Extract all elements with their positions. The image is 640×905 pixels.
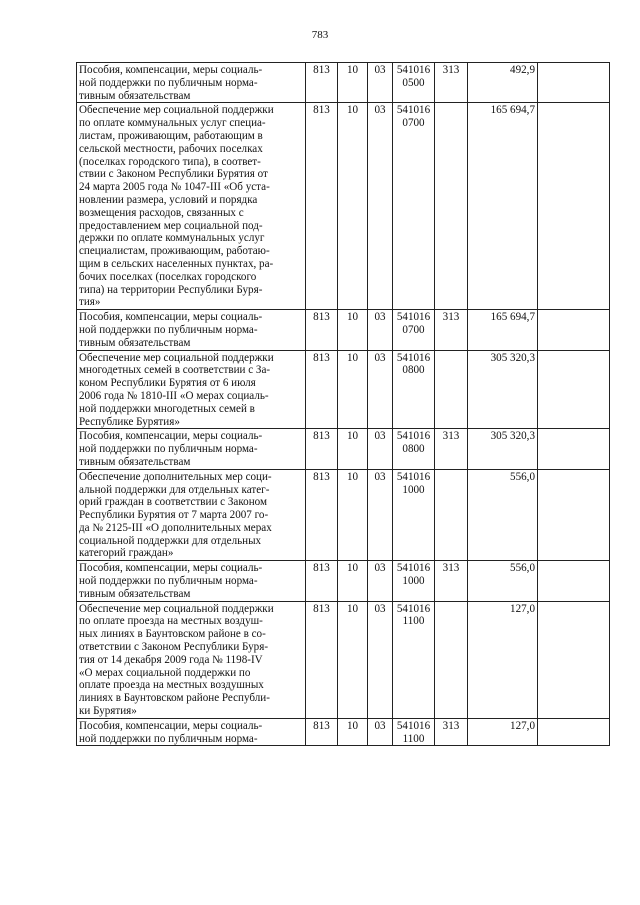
extra-cell <box>538 601 610 718</box>
section-code-cell: 10 <box>338 63 368 103</box>
section-code-cell: 10 <box>338 718 368 746</box>
extra-cell <box>538 718 610 746</box>
amount-cell: 492,9 <box>468 63 538 103</box>
amount-cell: 165 694,7 <box>468 103 538 310</box>
ministry-code-cell: 813 <box>306 350 338 429</box>
table-row <box>77 561 610 601</box>
target-article-cell: 541016 0500 <box>393 63 435 103</box>
table-row <box>77 469 610 561</box>
expense-type-cell: 313 <box>435 718 468 746</box>
row-name-cell: Обеспечение мер социальной поддержки многодетных семей в соответствии с За- коном Республики Бурятия от 6 июля 2006 года № 1810-III «О мерах социаль- ной поддержки многодетных семей в Республике Бурятия» <box>77 350 306 429</box>
table-row <box>77 429 610 469</box>
row-name-cell: Пособия, компенсации, меры социаль- ной поддержки по публичным норма- <box>77 718 306 746</box>
row-name-cell: Обеспечение дополнительных мер соци- альной поддержки для отдельных катег- орий граждан в соответствии с Законом Республики Бурятия от 7 марта 2007 го- да № 2125-III «О дополнительных мерах социальной поддержки для отдельных категорий граждан» <box>77 469 306 561</box>
row-name-cell: Пособия, компенсации, меры социаль- ной поддержки по публичным норма- тивным обязательствам <box>77 561 306 601</box>
section-code-cell: 10 <box>338 561 368 601</box>
section-code-cell: 10 <box>338 469 368 561</box>
page-number: 783 <box>311 29 329 41</box>
ministry-code-cell: 813 <box>306 63 338 103</box>
amount-cell: 127,0 <box>468 601 538 718</box>
section-code-cell: 10 <box>338 601 368 718</box>
row-name-cell: Обеспечение мер социальной поддержки по оплате коммунальных услуг специа- листам, проживающим, работающим в сельской местности, рабочих поселках (поселках городского типа), в соответ- ствии с Законом Республики Бурятия от 24 марта 2005 года № 1047-III «Об уста- новлении размера, условий и порядка возмещения расходов, связанных с предоставлением мер социальной под- держки по оплате коммунальных услуг специалистам, проживающим, работаю- щим в сельских населенных пунктах, ра- бочих поселках (поселках городского типа) на территории Республики Буря- тия» <box>77 103 306 310</box>
target-article-cell: 541016 0800 <box>393 429 435 469</box>
target-article-cell: 541016 0700 <box>393 310 435 350</box>
expense-type-cell <box>435 103 468 310</box>
expense-type-cell: 313 <box>435 429 468 469</box>
section-code-cell: 10 <box>338 103 368 310</box>
row-name-cell: Обеспечение мер социальной поддержки по оплате проезда на местных воздуш- ных линиях в Баунтовском районе в со- ответствии с Законом Республики Буря- тия от 14 декабря 2009 года № 1198-IV «О мерах социальной поддержки по оплате проезда на местных воздушных линиях в Баунтовском районе Республи- ки Бурятия» <box>77 601 306 718</box>
table-row <box>77 601 610 718</box>
subsection-code-cell: 03 <box>368 103 393 310</box>
target-article-cell: 541016 1100 <box>393 718 435 746</box>
ministry-code-cell: 813 <box>306 561 338 601</box>
target-article-cell: 541016 0800 <box>393 350 435 429</box>
amount-cell: 556,0 <box>468 561 538 601</box>
section-code-cell: 10 <box>338 429 368 469</box>
expense-type-cell: 313 <box>435 63 468 103</box>
amount-cell: 305 320,3 <box>468 429 538 469</box>
extra-cell <box>538 469 610 561</box>
target-article-cell: 541016 0700 <box>393 103 435 310</box>
budget-table-body <box>77 63 610 746</box>
expense-type-cell: 313 <box>435 561 468 601</box>
amount-cell: 127,0 <box>468 718 538 746</box>
budget-table <box>76 62 610 746</box>
table-row <box>77 718 610 746</box>
amount-cell: 305 320,3 <box>468 350 538 429</box>
subsection-code-cell: 03 <box>368 310 393 350</box>
ministry-code-cell: 813 <box>306 469 338 561</box>
ministry-code-cell: 813 <box>306 429 338 469</box>
subsection-code-cell: 03 <box>368 469 393 561</box>
subsection-code-cell: 03 <box>368 350 393 429</box>
target-article-cell: 541016 1000 <box>393 469 435 561</box>
row-name-cell: Пособия, компенсации, меры социаль- ной поддержки по публичным норма- тивным обязательствам <box>77 310 306 350</box>
ministry-code-cell: 813 <box>306 718 338 746</box>
expense-type-cell <box>435 601 468 718</box>
section-code-cell: 10 <box>338 350 368 429</box>
target-article-cell: 541016 1100 <box>393 601 435 718</box>
subsection-code-cell: 03 <box>368 561 393 601</box>
ministry-code-cell: 813 <box>306 103 338 310</box>
subsection-code-cell: 03 <box>368 63 393 103</box>
extra-cell <box>538 350 610 429</box>
extra-cell <box>538 63 610 103</box>
extra-cell <box>538 310 610 350</box>
section-code-cell: 10 <box>338 310 368 350</box>
extra-cell <box>538 103 610 310</box>
subsection-code-cell: 03 <box>368 718 393 746</box>
amount-cell: 556,0 <box>468 469 538 561</box>
amount-cell: 165 694,7 <box>468 310 538 350</box>
ministry-code-cell: 813 <box>306 310 338 350</box>
table-row <box>77 103 610 310</box>
subsection-code-cell: 03 <box>368 601 393 718</box>
row-name-cell: Пособия, компенсации, меры социаль- ной поддержки по публичным норма- тивным обязательствам <box>77 63 306 103</box>
expense-type-cell: 313 <box>435 310 468 350</box>
ministry-code-cell: 813 <box>306 601 338 718</box>
target-article-cell: 541016 1000 <box>393 561 435 601</box>
extra-cell <box>538 429 610 469</box>
table-row <box>77 350 610 429</box>
extra-cell <box>538 561 610 601</box>
expense-type-cell <box>435 469 468 561</box>
table-row <box>77 63 610 103</box>
table-row <box>77 310 610 350</box>
subsection-code-cell: 03 <box>368 429 393 469</box>
row-name-cell: Пособия, компенсации, меры социаль- ной поддержки по публичным норма- тивным обязательствам <box>77 429 306 469</box>
expense-type-cell <box>435 350 468 429</box>
